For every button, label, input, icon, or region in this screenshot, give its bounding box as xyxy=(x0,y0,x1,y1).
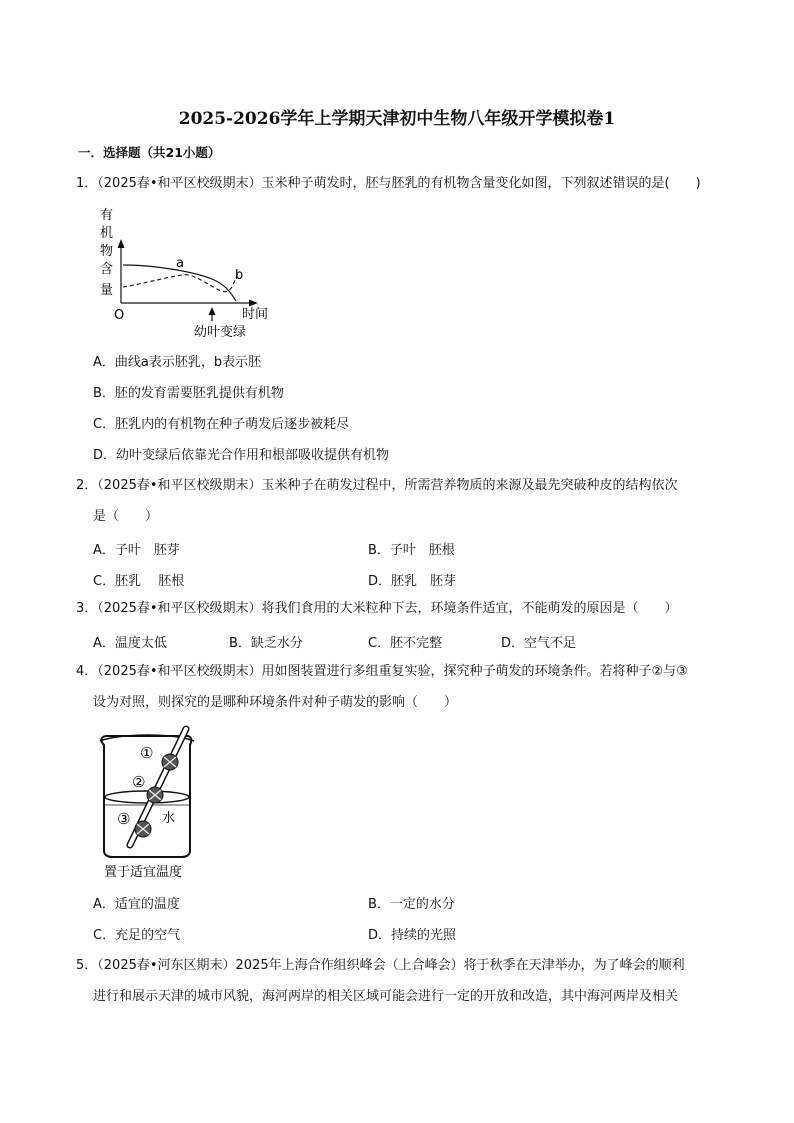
temperature-caption: 置于适宜温度 xyxy=(104,865,183,880)
x-axis-label: 时间 xyxy=(242,307,269,322)
q2-option-b[interactable]: B．子叶 胚根 xyxy=(368,543,455,558)
q1-option-d[interactable]: D．幼叶变绿后依靠光合作用和根部吸收提供有机物 xyxy=(93,448,390,463)
q2-option-a[interactable]: A．子叶 胚芽 xyxy=(93,543,180,558)
curve-b-label: b xyxy=(235,268,244,283)
question-2-stem-line2: 是（ ） xyxy=(93,509,159,524)
seed-2 xyxy=(147,787,163,803)
origin-label: O xyxy=(114,308,125,323)
leaf-arrow-head xyxy=(209,307,216,315)
q4-option-c[interactable]: C．充足的空气 xyxy=(93,928,181,943)
q1-option-b[interactable]: B．胚的发育需要胚乳提供有机物 xyxy=(93,386,284,401)
question-5-stem-line2: 进行和展示天津的城市风貌，海河两岸的相关区域可能会进行一定的开放和改造，其中海河两岸及相关 xyxy=(93,989,679,1004)
curve-a-label: a xyxy=(176,256,184,271)
question-2-stem-line1: 2．（2025春•和平区校级期末）玉米种子在萌发过程中，所需营养物质的来源及最先突破种皮的结构依次 xyxy=(76,478,678,493)
y-axis-label-char-4: 含 xyxy=(100,262,114,277)
y-axis-label-char-1: 有 xyxy=(100,208,114,223)
q1-option-a[interactable]: A．曲线a表示胚乳，b表示胚 xyxy=(93,355,262,370)
q4-option-d[interactable]: D．持续的光照 xyxy=(368,928,457,943)
y-axis-label-char-2: 机 xyxy=(100,226,114,241)
q4-option-b[interactable]: B．一定的水分 xyxy=(368,897,455,912)
y-axis-label-char-5: 量 xyxy=(100,283,114,298)
x-axis-arrow xyxy=(249,300,258,307)
seed-label-1: ① xyxy=(140,744,154,762)
question-4-stem-line2: 设为对照，则探究的是哪种环境条件对种子萌发的影响（ ） xyxy=(93,695,458,710)
water-label: 水 xyxy=(162,811,176,826)
seed-label-3: ③ xyxy=(117,810,131,828)
q2-option-c[interactable]: C．胚乳 胚根 xyxy=(93,574,185,589)
section-heading: 一．选择题（共21小题） xyxy=(78,145,221,160)
question-4-figure xyxy=(90,725,205,885)
question-1-figure xyxy=(92,203,282,343)
q3-option-d[interactable]: D．空气不足 xyxy=(501,636,577,651)
y-axis-label-char-3: 物 xyxy=(100,244,114,259)
leaf-green-label: 幼叶变绿 xyxy=(194,325,247,340)
curve-b xyxy=(123,271,239,292)
question-5-stem-line1: 5．（2025春•河东区期末）2025年上海合作组织峰会（上合峰会）将于秋季在天津举办，为了峰会的顺利 xyxy=(76,958,685,973)
seed-3 xyxy=(135,821,151,837)
q1-option-c[interactable]: C．胚乳内的有机物在种子萌发后逐步被耗尽 xyxy=(93,417,350,432)
question-4-stem-line1: 4．（2025春•和平区校级期末）用如图装置进行多组重复实验，探究种子萌发的环境条件。若将种子②与③ xyxy=(76,664,688,679)
q3-option-c[interactable]: C．胚不完整 xyxy=(368,636,443,651)
q3-option-b[interactable]: B．缺乏水分 xyxy=(229,636,303,651)
question-1-stem: 1．（2025春•和平区校级期末）玉米种子萌发时，胚与胚乳的有机物含量变化如图，下列叙述错误的是( ) xyxy=(76,176,701,191)
y-axis-arrow xyxy=(118,239,125,248)
q2-option-d[interactable]: D．胚乳 胚芽 xyxy=(368,574,457,589)
seed-1 xyxy=(162,754,178,770)
question-3-stem: 3．（2025春•和平区校级期末）将我们食用的大米粒种下去，环境条件适宜，不能萌发的原因是（ ） xyxy=(76,601,678,616)
q3-option-a[interactable]: A．温度太低 xyxy=(93,636,167,651)
document-title: 2025-2026学年上学期天津初中生物八年级开学模拟卷1 xyxy=(178,109,616,129)
q4-option-a[interactable]: A．适宜的温度 xyxy=(93,897,180,912)
seed-label-2: ② xyxy=(132,773,146,791)
